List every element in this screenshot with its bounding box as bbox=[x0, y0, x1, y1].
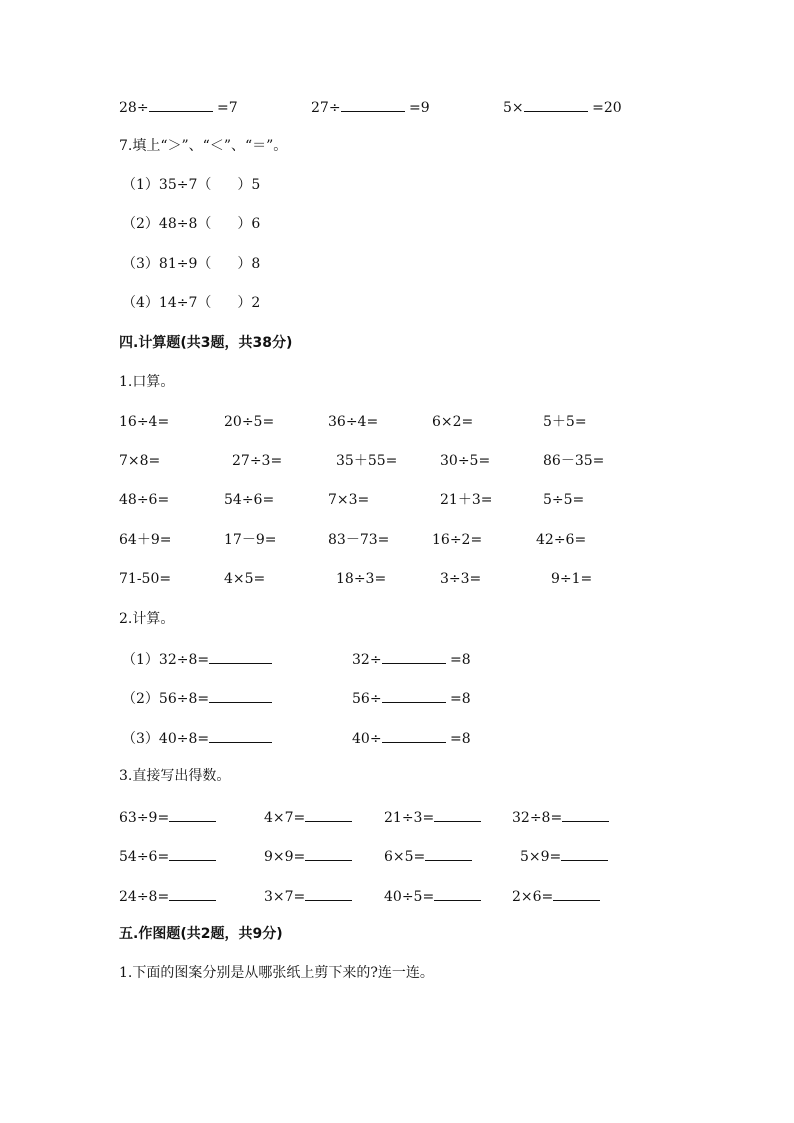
q6-item-c bbox=[503, 97, 622, 117]
mental-cell: 30÷5= bbox=[440, 453, 491, 469]
mental-cell: 54÷6= bbox=[224, 492, 275, 508]
answer-blank[interactable] bbox=[209, 688, 272, 703]
mental-cell: 5＋5= bbox=[543, 414, 587, 430]
q6-c-left: 5× bbox=[503, 100, 524, 116]
mental-cell: 36÷4= bbox=[328, 414, 379, 430]
cell-expression: 21÷3= bbox=[384, 810, 435, 826]
item-result: =8 bbox=[450, 731, 471, 747]
mental-cell: 16÷4= bbox=[119, 414, 170, 430]
cell-expression: 63÷9= bbox=[119, 810, 170, 826]
mental-cell: 64＋9= bbox=[119, 532, 172, 548]
item-result: =8 bbox=[450, 691, 471, 707]
item-number: （2） bbox=[122, 691, 159, 707]
mental-cell: 20÷5= bbox=[224, 414, 275, 430]
answer-blank[interactable] bbox=[382, 688, 446, 703]
answer-blank[interactable] bbox=[305, 807, 352, 822]
item-compare-value: ）6 bbox=[237, 216, 261, 232]
direct-cell bbox=[520, 846, 608, 866]
answer-blank[interactable] bbox=[553, 886, 600, 901]
s4-q1-title: 1.口算。 bbox=[119, 374, 175, 390]
answer-blank[interactable] bbox=[209, 649, 272, 664]
answer-blank[interactable] bbox=[305, 886, 352, 901]
cell-expression: 24÷8= bbox=[119, 889, 170, 905]
item-expression: 81÷9（ bbox=[158, 256, 212, 272]
answer-blank[interactable] bbox=[149, 97, 213, 112]
direct-cell bbox=[512, 886, 600, 906]
cell-expression: 9×9= bbox=[264, 849, 306, 865]
item-expression: 35÷7（ bbox=[158, 177, 212, 193]
q6-b-left: 27÷ bbox=[311, 100, 341, 116]
s4-q2-item-1-left bbox=[122, 649, 272, 669]
s4-q2-item-2-right bbox=[352, 688, 471, 708]
item-compare-value: ）2 bbox=[237, 295, 261, 311]
direct-cell bbox=[512, 807, 609, 827]
s4-q3-title: 3.直接写出得数。 bbox=[119, 768, 231, 784]
answer-blank[interactable] bbox=[425, 846, 472, 861]
q7-item-4 bbox=[122, 294, 260, 312]
section-4-heading: 四.计算题(共3题，共38分) bbox=[119, 335, 293, 351]
s4-q2-item-3-right bbox=[352, 728, 471, 748]
item-expression: 56÷ bbox=[352, 691, 382, 707]
mental-cell: 42÷6= bbox=[536, 532, 587, 548]
mental-cell: 3÷3= bbox=[440, 571, 482, 587]
q6-item-a bbox=[119, 97, 238, 117]
q7-title: 7.填上“＞”、“＜”、“＝”。 bbox=[119, 138, 288, 154]
mental-cell: 48÷6= bbox=[119, 492, 170, 508]
item-expression: 14÷7（ bbox=[158, 295, 212, 311]
section-5-heading: 五.作图题(共2题，共9分) bbox=[119, 926, 283, 942]
s4-q2-item-2-left bbox=[122, 688, 272, 708]
direct-cell bbox=[119, 846, 216, 866]
direct-cell bbox=[384, 807, 481, 827]
direct-cell bbox=[384, 886, 481, 906]
item-compare-value: ）5 bbox=[237, 177, 261, 193]
q7-item-1 bbox=[122, 176, 260, 194]
mental-cell: 21＋3= bbox=[440, 492, 493, 508]
item-expression: 40÷ bbox=[352, 731, 382, 747]
s4-q2-item-1-right bbox=[352, 649, 471, 669]
s5-q1-title: 1.下面的图案分别是从哪张纸上剪下来的?连一连。 bbox=[119, 965, 434, 981]
answer-blank[interactable] bbox=[169, 886, 216, 901]
answer-blank[interactable] bbox=[561, 846, 608, 861]
q6-b-right: =9 bbox=[409, 100, 430, 116]
q7-item-3 bbox=[122, 255, 260, 273]
direct-cell bbox=[384, 846, 472, 866]
item-number: （3） bbox=[122, 731, 159, 747]
answer-blank[interactable] bbox=[434, 886, 481, 901]
answer-blank[interactable] bbox=[562, 807, 609, 822]
direct-cell bbox=[119, 886, 216, 906]
mental-cell: 18÷3= bbox=[336, 571, 387, 587]
mental-cell: 35＋55= bbox=[336, 453, 398, 469]
answer-blank[interactable] bbox=[305, 846, 352, 861]
item-number: （2） bbox=[122, 216, 159, 232]
answer-blank[interactable] bbox=[209, 728, 272, 743]
answer-blank[interactable] bbox=[524, 97, 588, 112]
cell-expression: 6×5= bbox=[384, 849, 426, 865]
mental-cell: 27÷3= bbox=[232, 453, 283, 469]
q6-a-left: 28÷ bbox=[119, 100, 149, 116]
cell-expression: 54÷6= bbox=[119, 849, 170, 865]
item-compare-value: ）8 bbox=[237, 256, 261, 272]
item-expression: 40÷8= bbox=[158, 731, 210, 747]
q6-a-right: =7 bbox=[217, 100, 238, 116]
item-result: =8 bbox=[450, 652, 471, 668]
mental-cell: 71-50= bbox=[119, 571, 172, 587]
item-expression: 48÷8（ bbox=[158, 216, 212, 232]
answer-blank[interactable] bbox=[169, 846, 216, 861]
mental-cell: 6×2= bbox=[432, 414, 474, 430]
direct-cell bbox=[264, 886, 352, 906]
cell-expression: 5×9= bbox=[520, 849, 562, 865]
direct-cell bbox=[264, 846, 352, 866]
item-number: （3） bbox=[122, 256, 159, 272]
mental-cell: 9÷1= bbox=[551, 571, 593, 587]
q7-item-2 bbox=[122, 215, 260, 233]
answer-blank[interactable] bbox=[382, 649, 446, 664]
answer-blank[interactable] bbox=[382, 728, 446, 743]
mental-cell: 86－35= bbox=[543, 453, 605, 469]
cell-expression: 32÷8= bbox=[512, 810, 563, 826]
cell-expression: 40÷5= bbox=[384, 889, 435, 905]
item-number: （1） bbox=[122, 652, 159, 668]
q6-c-right: =20 bbox=[592, 100, 622, 116]
item-expression: 32÷ bbox=[352, 652, 382, 668]
item-number: （1） bbox=[122, 177, 159, 193]
item-number: （4） bbox=[122, 295, 159, 311]
mental-cell: 7×8= bbox=[119, 453, 161, 469]
answer-blank[interactable] bbox=[341, 97, 405, 112]
direct-cell bbox=[119, 807, 216, 827]
answer-blank[interactable] bbox=[434, 807, 481, 822]
mental-cell: 5÷5= bbox=[543, 492, 585, 508]
cell-expression: 2×6= bbox=[512, 889, 554, 905]
mental-cell: 83－73= bbox=[328, 532, 390, 548]
mental-cell: 17－9= bbox=[224, 532, 277, 548]
s4-q2-title: 2.计算。 bbox=[119, 611, 175, 627]
item-expression: 56÷8= bbox=[158, 691, 210, 707]
q6-item-b bbox=[311, 97, 430, 117]
cell-expression: 4×7= bbox=[264, 810, 306, 826]
s4-q2-item-3-left bbox=[122, 728, 272, 748]
mental-cell: 4×5= bbox=[224, 571, 266, 587]
mental-cell: 16÷2= bbox=[432, 532, 483, 548]
direct-cell bbox=[264, 807, 352, 827]
item-expression: 32÷8= bbox=[158, 652, 210, 668]
answer-blank[interactable] bbox=[169, 807, 216, 822]
mental-cell: 7×3= bbox=[328, 492, 370, 508]
cell-expression: 3×7= bbox=[264, 889, 306, 905]
